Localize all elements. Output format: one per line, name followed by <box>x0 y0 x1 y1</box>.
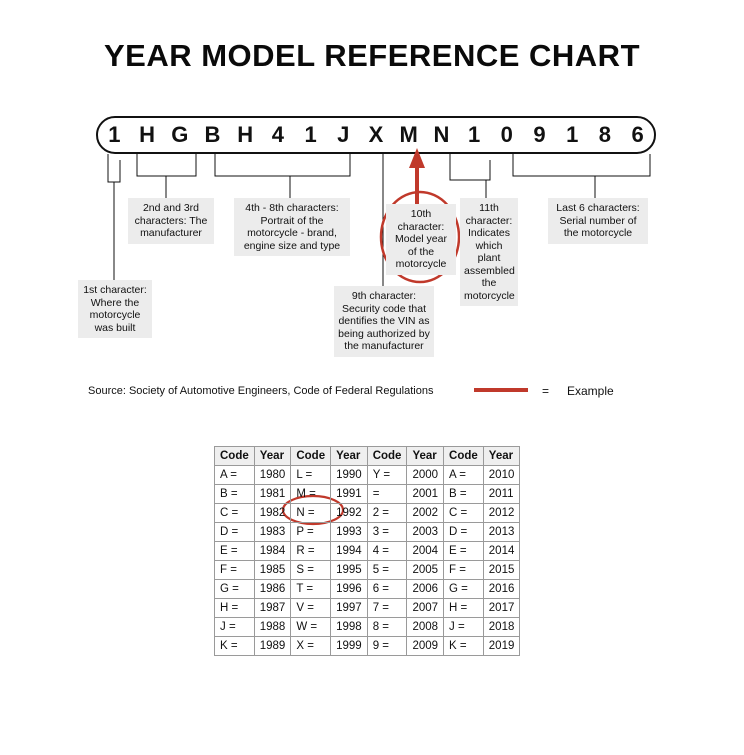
cell-year: 1993 <box>331 523 368 542</box>
cell-year: 1989 <box>254 637 291 656</box>
cell-year: 1990 <box>331 466 368 485</box>
cell-code: P = <box>291 523 331 542</box>
cell-year: 1983 <box>254 523 291 542</box>
cell-code: Y = <box>367 466 407 485</box>
table-row <box>215 485 520 504</box>
vin-strip <box>96 116 656 154</box>
cell-year: 2018 <box>483 618 520 637</box>
cell-year: 2007 <box>407 599 444 618</box>
vin-char: X <box>368 122 384 147</box>
cell-code: 5 = <box>367 561 407 580</box>
cell-year: 1996 <box>331 580 368 599</box>
callout-last-6-characters: Last 6 characters: Serial number of the motorcycle <box>548 198 648 244</box>
cell-year: 2017 <box>483 599 520 618</box>
cell-year: 2008 <box>407 618 444 637</box>
cell-code: D = <box>215 523 255 542</box>
cell-year: 1981 <box>254 485 291 504</box>
vin-char-model-year: M <box>399 122 418 147</box>
callout-4th-8th-character: 4th - 8th characters: Portrait of the motorcycle - brand, engine size and type <box>234 198 350 256</box>
cell-code: 3 = <box>367 523 407 542</box>
vin-char: 1 <box>467 122 481 147</box>
cell-year: 1991 <box>331 485 368 504</box>
cell-year: 1995 <box>331 561 368 580</box>
cell-year: 2016 <box>483 580 520 599</box>
cell-year: 2013 <box>483 523 520 542</box>
vin-char: 0 <box>500 122 513 147</box>
cell-year: 1997 <box>331 599 368 618</box>
cell-year: 2003 <box>407 523 444 542</box>
cell-code: M = <box>291 485 331 504</box>
cell-code: G = <box>215 580 255 599</box>
cell-code: A = <box>215 466 255 485</box>
vin-char: G <box>171 122 189 147</box>
cell-year: 2014 <box>483 542 520 561</box>
cell-code: J = <box>215 618 255 637</box>
cell-code: 8 = <box>367 618 407 637</box>
source-note: Source: Society of Automotive Engineers, Code of Federal Regulations <box>88 385 434 397</box>
table-row <box>215 466 520 485</box>
cell-year: 2019 <box>483 637 520 656</box>
col-header: Year <box>254 447 291 466</box>
cell-code: 7 = <box>367 599 407 618</box>
cell-code: 2 = <box>367 504 407 523</box>
table-row <box>215 618 520 637</box>
vin-box <box>96 116 656 154</box>
col-header: Code <box>367 447 407 466</box>
cell-code: B = <box>215 485 255 504</box>
cell-code: W = <box>291 618 331 637</box>
cell-year: 2002 <box>407 504 444 523</box>
cell-code: R = <box>291 542 331 561</box>
legend-label: Example <box>567 384 614 398</box>
col-header: Year <box>331 447 368 466</box>
cell-code: F = <box>444 561 484 580</box>
vin-char: 9 <box>533 122 546 147</box>
cell-code: 6 = <box>367 580 407 599</box>
vin-char: 1 <box>566 122 579 147</box>
cell-year: 1986 <box>254 580 291 599</box>
vin-char: 6 <box>631 122 644 147</box>
vin-char: H <box>139 122 155 147</box>
cell-year: 2001 <box>407 485 444 504</box>
cell-code: E = <box>444 542 484 561</box>
vin-char: 8 <box>598 122 612 147</box>
table-header-row <box>215 447 520 466</box>
table-row <box>215 542 520 561</box>
cell-code: D = <box>444 523 484 542</box>
cell-code: B = <box>444 485 484 504</box>
cell-code: T = <box>291 580 331 599</box>
cell-code: = <box>367 485 407 504</box>
vin-char: J <box>337 122 350 147</box>
cell-year: 2012 <box>483 504 520 523</box>
cell-code: S = <box>291 561 331 580</box>
cell-year: 1988 <box>254 618 291 637</box>
table-row <box>215 637 520 656</box>
vin-char: 1 <box>108 122 121 147</box>
table-row <box>215 504 520 523</box>
cell-year: 1980 <box>254 466 291 485</box>
cell-year: 1998 <box>331 618 368 637</box>
example-arrow <box>409 148 425 205</box>
col-header: Code <box>444 447 484 466</box>
col-header: Code <box>291 447 331 466</box>
cell-year: 1999 <box>331 637 368 656</box>
cell-year: 2011 <box>483 485 520 504</box>
cell-year: 1982 <box>254 504 291 523</box>
cell-code: A = <box>444 466 484 485</box>
cell-code: N = <box>291 504 331 523</box>
callout-11th-character: 11th character: Indicates which plant assembled the motorcycle <box>460 198 518 306</box>
cell-code: H = <box>215 599 255 618</box>
vin-char: H <box>237 122 254 147</box>
cell-code: V = <box>291 599 331 618</box>
cell-code: 9 = <box>367 637 407 656</box>
cell-year: 2004 <box>407 542 444 561</box>
cell-code: G = <box>444 580 484 599</box>
cell-code: K = <box>215 637 255 656</box>
cell-code: 4 = <box>367 542 407 561</box>
cell-code: K = <box>444 637 484 656</box>
callout-2nd-3rd-character: 2nd and 3rd characters: The manufacturer <box>128 198 214 244</box>
cell-year: 2010 <box>483 466 520 485</box>
cell-year: 2000 <box>407 466 444 485</box>
vin-char: 1 <box>304 122 317 147</box>
table-row <box>215 580 520 599</box>
cell-year: 1994 <box>331 542 368 561</box>
cell-year: 2006 <box>407 580 444 599</box>
col-header: Year <box>483 447 520 466</box>
cell-year: 1987 <box>254 599 291 618</box>
vin-char: 4 <box>271 122 284 147</box>
callout-1st-character: 1st character: Where the motorcycle was built <box>78 280 152 338</box>
cell-year: 1992 <box>331 504 368 523</box>
cell-code: X = <box>291 637 331 656</box>
vin-char: N <box>433 122 450 147</box>
legend-equals: = <box>542 384 550 398</box>
table-row <box>215 561 520 580</box>
col-header: Year <box>407 447 444 466</box>
cell-year: 1985 <box>254 561 291 580</box>
cell-code: C = <box>444 504 484 523</box>
cell-year: 2009 <box>407 637 444 656</box>
cell-year: 1984 <box>254 542 291 561</box>
callout-9th-character: 9th character: Security code that dentifies the VIN as being authorized by the manufacturer <box>334 286 434 357</box>
cell-code: E = <box>215 542 255 561</box>
table-row <box>215 523 520 542</box>
table-row <box>215 599 520 618</box>
cell-year: 2015 <box>483 561 520 580</box>
col-header: Code <box>215 447 255 466</box>
callout-10th-character: 10th character: Model year of the motorcycle <box>386 204 456 275</box>
cell-year: 2005 <box>407 561 444 580</box>
cell-code: H = <box>444 599 484 618</box>
cell-code: J = <box>444 618 484 637</box>
year-code-table <box>214 446 520 656</box>
cell-code: F = <box>215 561 255 580</box>
vin-char: B <box>204 122 221 147</box>
cell-code: C = <box>215 504 255 523</box>
page-title: YEAR MODEL REFERENCE CHART <box>103 38 641 73</box>
cell-code: L = <box>291 466 331 485</box>
